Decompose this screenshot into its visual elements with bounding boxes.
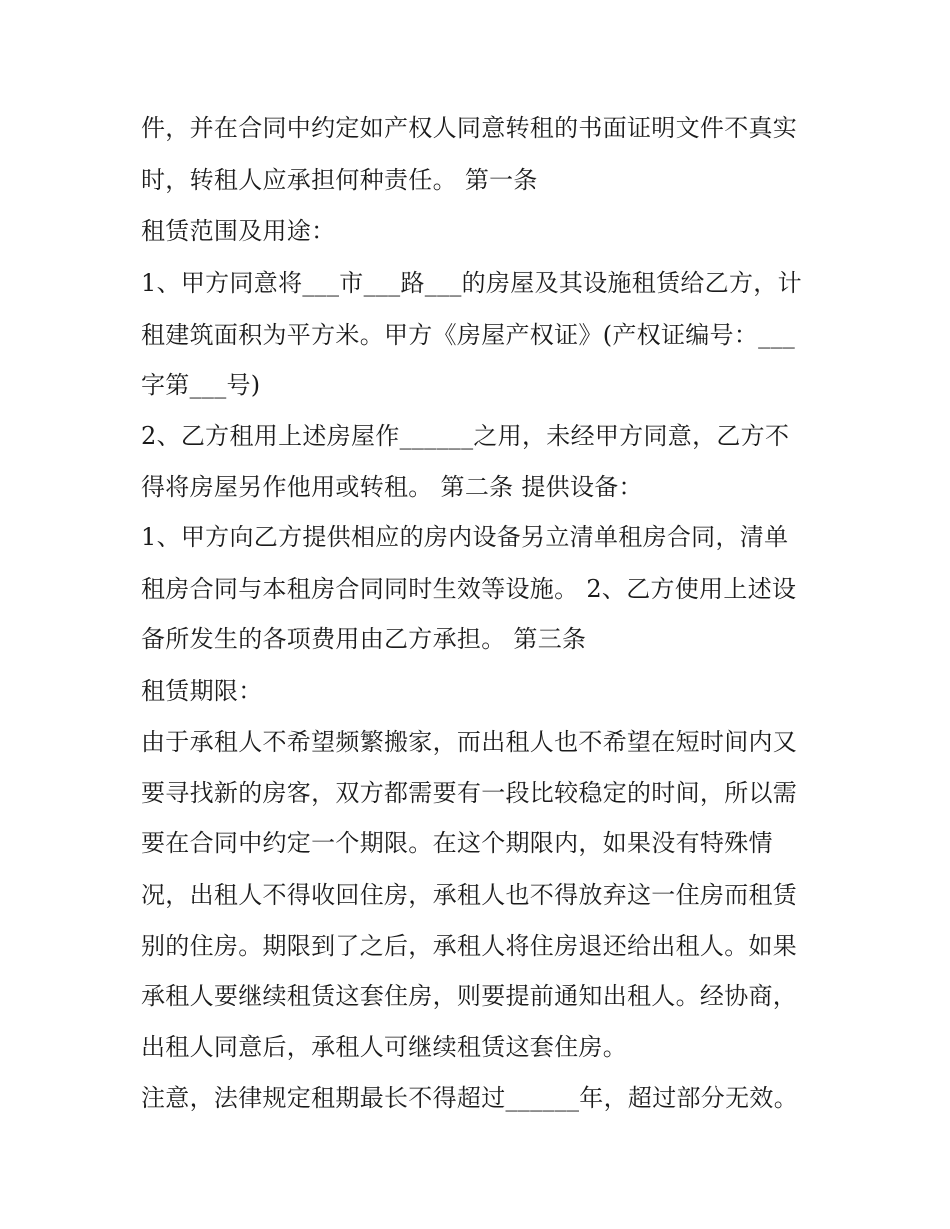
text-line: 别的住房。期限到了之后，承租人将住房退还给出租人。如果 xyxy=(141,932,798,960)
text-line: 注意，法律规定租期最长不得超过______年，超过部分无效。 xyxy=(141,1084,798,1112)
text-line: 租建筑面积为平方米。甲方《房屋产权证》(产权证编号：___ xyxy=(141,321,796,349)
text-line: 时，转租人应承担何种责任。 第一条 xyxy=(141,166,538,194)
text-line: 件，并在合同中约定如产权人同意转租的书面证明文件不真实 xyxy=(141,114,798,142)
text-line: 租房合同与本租房合同同时生效等设施。 2、乙方使用上述设 xyxy=(141,575,797,603)
text-line: 备所发生的各项费用由乙方承担。 第三条 xyxy=(141,625,587,653)
text-line: 租赁范围及用途： xyxy=(141,217,336,245)
text-line: 况，出租人不得收回住房，承租人也不得放弃这一住房而租赁 xyxy=(141,881,798,909)
text-line: 得将房屋另作他用或转租。 第二条 提供设备： xyxy=(141,473,643,501)
text-line: 2、乙方租用上述房屋作______之用，未经甲方同意，乙方不 xyxy=(141,422,790,450)
text-line: 字第___号) xyxy=(141,371,261,399)
text-line: 要在合同中约定一个期限。在这个期限内，如果没有特殊情 xyxy=(141,829,773,857)
text-line: 1、甲方同意将___市___路___的房屋及其设施租赁给乙方，计 xyxy=(141,269,802,297)
text-line: 要寻找新的房客，双方都需要有一段比较稳定的时间，所以需 xyxy=(141,779,798,807)
text-line: 租赁期限： xyxy=(141,677,263,705)
text-line: 1、甲方向乙方提供相应的房内设备另立清单租房合同，清单 xyxy=(141,523,789,551)
text-line: 由于承租人不希望频繁搬家，而出租人也不希望在短时间内又 xyxy=(141,728,798,756)
text-line: 出租人同意后，承租人可继续租赁这套住房。 xyxy=(141,1033,627,1061)
text-line: 承租人要继续租赁这套住房，则要提前通知出租人。经协商， xyxy=(141,982,798,1010)
